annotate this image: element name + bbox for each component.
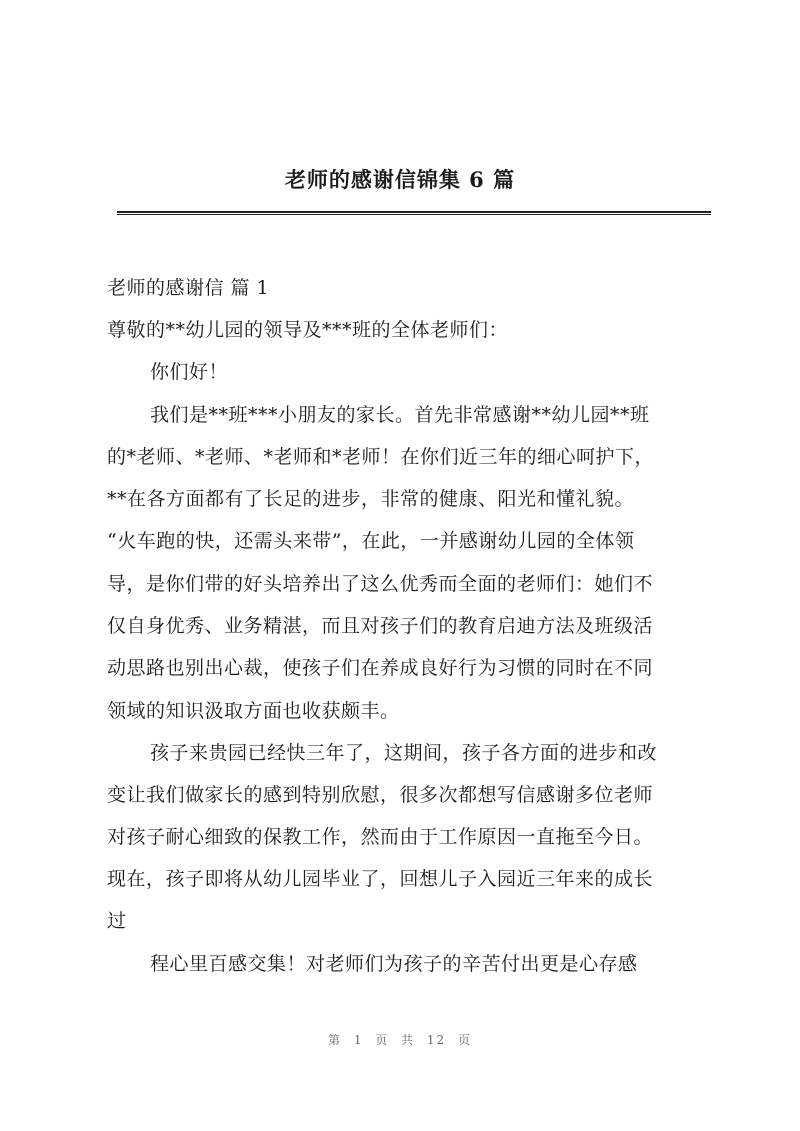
body-line: 仅自身优秀、业务精湛，而且对孩子们的教育启迪方法及班级活 (107, 615, 654, 637)
body-line: **在各方面都有了长足的进步，非常的健康、阳光和懂礼貌。 (107, 488, 635, 510)
body-line: 变让我们做家长的感到特别欣慰，很多次都想写信感谢多位老师 (107, 784, 654, 806)
title-divider (117, 211, 711, 215)
body-line: 现在，孩子即将从幼儿园毕业了，回想儿子入园近三年来的成长 (107, 868, 654, 890)
body-line: 孩子来贵园已经快三年了，这期间，孩子各方面的进步和改 (150, 742, 658, 764)
body-line: 过 (107, 910, 127, 932)
body-line: 动思路也别出心裁，使孩子们在养成良好行为习惯的同时在不同 (107, 657, 654, 679)
salutation-line: 尊敬的**幼儿园的领导及***班的全体老师们： (107, 319, 509, 341)
section-heading: 老师的感谢信 篇 1 (107, 277, 270, 299)
greeting-line: 你们好！ (150, 361, 229, 383)
document-title: 老师的感谢信锦集 6 篇 (284, 167, 516, 192)
body-line: 对孩子耐心细致的保教工作，然而由于工作原因一直拖至今日。 (107, 826, 654, 848)
body-line: 的*老师、*老师、*老师和*老师！在你们近三年的细心呵护下， (107, 446, 655, 468)
body-line: 导，是你们带的好头培养出了这么优秀而全面的老师们：她们不 (107, 573, 654, 595)
page-number-footer: 第 1 页 共 12 页 (328, 1033, 472, 1047)
body-line: “火车跑的快，还需头来带”，在此，一并感谢幼儿园的全体领 (107, 530, 635, 552)
body-line: 程心里百感交集！对老师们为孩子的辛苦付出更是心存感 (150, 953, 638, 975)
body-line: 我们是**班***小朋友的家长。首先非常感谢**幼儿园**班 (150, 404, 650, 426)
body-line: 领域的知识汲取方面也收获颇丰。 (107, 700, 400, 722)
